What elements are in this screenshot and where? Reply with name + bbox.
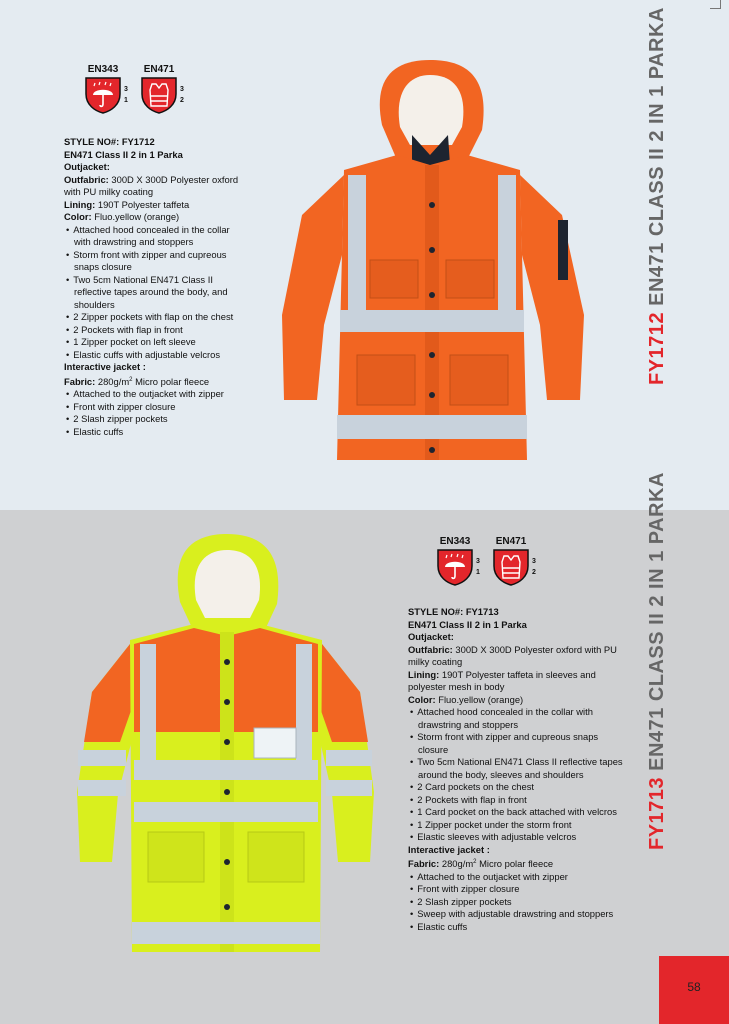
page-number: 58 <box>687 980 701 994</box>
list-item: • 1 Card pocket on the back attached with velcros <box>408 806 630 819</box>
list-item: • Front with zipper closure <box>64 401 246 414</box>
certification-badges <box>436 536 540 586</box>
outfabric-line: Outfabric: 300D X 300D Polyester oxford with PU milky coating <box>64 173 239 197</box>
product-subtitle: EN471 Class II 2 in 1 Parka <box>408 618 527 630</box>
list-item: • 2 Pockets with flap in front <box>64 324 246 337</box>
outjacket-feature-list <box>64 224 246 362</box>
style-number: STYLE NO#: FY1712 <box>64 136 155 147</box>
list-item: • Attached hood concealed in the collar with drawstring and stoppers <box>64 224 246 249</box>
list-item: • Storm front with zipper and cupreous snaps closure <box>408 731 630 756</box>
vertical-product-title: FY1712 EN471 CLASS II 2 IN 1 PARKA <box>646 7 668 385</box>
yellow-parka-image <box>72 532 377 957</box>
color-line: Color: Fluo.yellow (orange) <box>408 693 524 705</box>
list-item: • 2 Zipper pockets with flap on the chest <box>64 311 246 324</box>
outjacket-heading: Outjacket: <box>408 631 454 642</box>
fabric-line: Fabric: $280g/m^2$ Micro polar fleece <box>64 375 210 387</box>
product-spec-fy1713 <box>408 606 630 933</box>
list-item: • Elastic cuffs <box>408 921 630 934</box>
list-item: • 2 Card pockets on the chest <box>408 781 630 794</box>
list-item: • Two 5cm National EN471 Class II reflective tapes around the body, and shoulders <box>64 274 246 312</box>
list-item: • Elastic cuffs <box>64 426 246 439</box>
list-item: • Attached to the outjacket with zipper <box>64 388 246 401</box>
inner-jacket-heading: Interactive jacket : <box>64 361 146 372</box>
inner-feature-list <box>64 388 246 438</box>
outjacket-feature-list <box>408 706 630 844</box>
inner-feature-list <box>408 871 630 934</box>
list-item: • 1 Zipper pocket under the storm front <box>408 819 630 832</box>
list-item: • Storm front with zipper and cupreous snaps closure <box>64 249 246 274</box>
badge-en343: EN343 3 1 <box>436 536 484 586</box>
vertical-product-title: FY1713 EN471 CLASS II 2 IN 1 PARKA <box>646 472 668 850</box>
list-item: • Attached to the outjacket with zipper <box>408 871 630 884</box>
hi-vis-vest-icon <box>492 548 530 586</box>
list-item: • 1 Zipper pocket on left sleeve <box>64 336 246 349</box>
list-item: • 2 Slash zipper pockets <box>408 896 630 909</box>
product-subtitle: EN471 Class II 2 in 1 Parka <box>64 148 183 160</box>
umbrella-rain-icon <box>436 548 474 586</box>
badge-en343: EN343 3 1 <box>84 64 132 114</box>
umbrella-rain-icon <box>84 76 122 114</box>
lining-line: Lining: 190T Polyester taffeta in sleeves and polyester mesh in body <box>408 668 596 692</box>
list-item: • Attached hood concealed in the collar with drawstring and stoppers <box>408 706 630 731</box>
crop-mark <box>710 0 721 9</box>
inner-jacket-heading: Interactive jacket : <box>408 843 490 855</box>
outjacket-heading: Outjacket: <box>64 161 110 172</box>
outfabric-line: Outfabric: 300D X 300D Polyester oxford with PU milky coating <box>408 643 617 667</box>
badge-en471: EN471 3 2 <box>492 536 540 586</box>
lining-line: Lining: 190T Polyester taffeta <box>64 198 190 210</box>
list-item: • Front with zipper closure <box>408 883 630 896</box>
hi-vis-vest-icon <box>140 76 178 114</box>
product-spec-fy1712 <box>64 136 246 438</box>
badge-en471: EN471 3 2 <box>140 64 188 114</box>
style-number: STYLE NO#: FY1713 <box>408 606 499 617</box>
list-item: • Sweep with adjustable drawstring and stoppers <box>408 908 630 921</box>
list-item: • 2 Slash zipper pockets <box>64 413 246 426</box>
list-item: • Two 5cm National EN471 Class II reflective tapes around the body, sleeves and shoulders <box>408 756 630 781</box>
fabric-line: Fabric: $280g/m^2$ Micro polar fleece <box>408 858 554 870</box>
list-item: • Elastic sleeves with adjustable velcros <box>408 831 630 844</box>
page-number-box <box>659 956 729 1024</box>
color-line: Color: Fluo.yellow (orange) <box>64 211 180 222</box>
orange-parka-image <box>262 55 592 475</box>
list-item: • Elastic cuffs with adjustable velcros <box>64 349 246 362</box>
list-item: • 2 Pockets with flap in front <box>408 794 630 807</box>
certification-badges <box>84 64 188 114</box>
